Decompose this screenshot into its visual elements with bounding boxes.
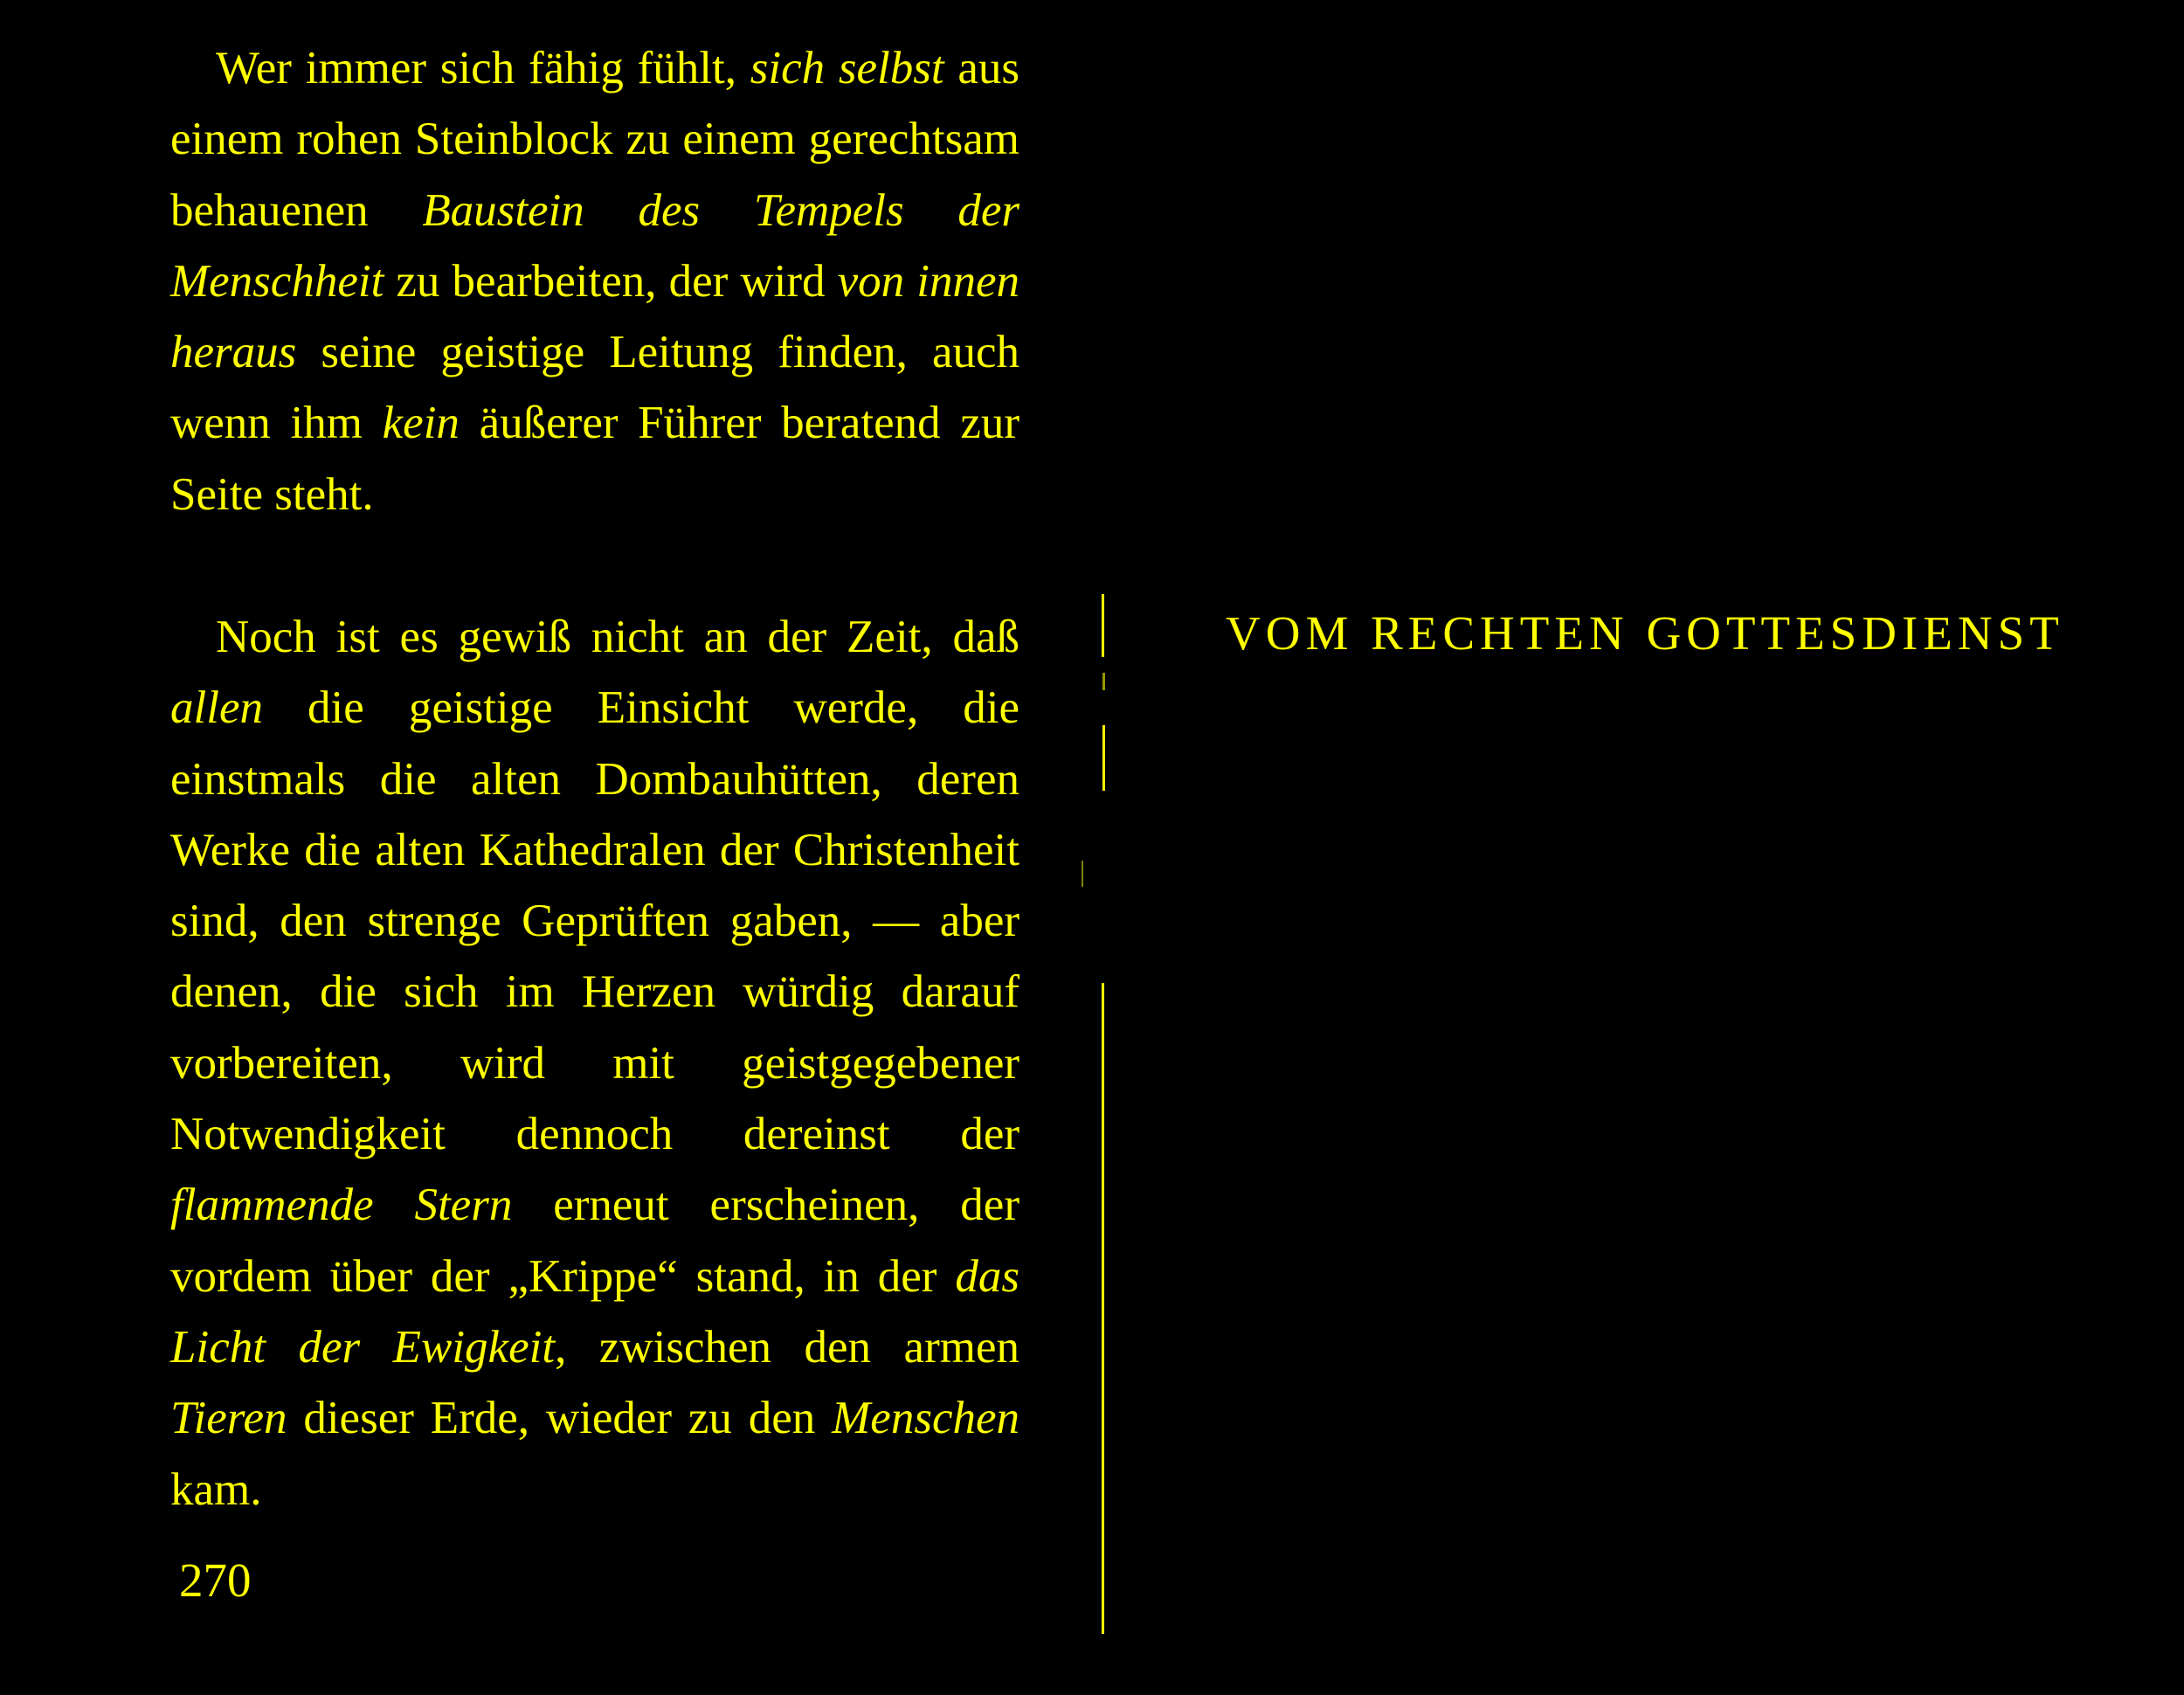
page-number: 270 [179,1553,252,1607]
paragraph-2-italic-2: flammende Stern [170,1180,513,1231]
paragraph-2-text-6: kam. [170,1463,262,1515]
paragraph-2 [170,602,1019,1526]
paragraph-1 [170,33,1019,530]
paragraph-2-italic-4: Tieren [170,1393,287,1444]
paragraph-1-italic-1: sich selbst [750,43,944,93]
gutter-line-segment [1082,861,1083,887]
paragraph-1-italic-4: kein [382,398,460,449]
gutter-line-segment [1102,725,1105,791]
paragraph-1-text-3: zu bearbeiten, der wird [384,255,838,307]
paragraph-2-block [170,602,1019,1526]
paragraph-2-text-2: die geistige Einsicht werde, die einstmals die alten Dombauhütten, deren Werke die alten Kathedralen der Christenheit sind, den strenge Geprüften gaben, — aber denen, die sich im Herzen würdig darauf vorbereiten, wird mit geistgegebener Notwendigkeit dennoch dereinst der [170,682,1019,1160]
gutter-line-segment [1102,594,1104,657]
paragraph-2-text-5: dieser Erde, wieder zu den [287,1393,833,1444]
paragraph-1-block [170,33,1019,530]
paragraph-2-text-3: erneut erscheinen, der vordem über der „Krippe“ stand, in der [170,1180,1019,1302]
paragraph-2-text-1: Noch ist es gewiß nicht an der Zeit, daß [216,612,1019,662]
paragraph-2-italic-5: Menschen [832,1393,1019,1444]
paragraph-2-italic-3: das Licht der Ewigkeit [170,1250,1019,1373]
right-page [1108,0,2184,1695]
paragraph-1-italic-2: Baustein des Tempels der Menschheit [170,184,1019,307]
paragraph-2-italic-1: allen [170,682,263,734]
paragraph-2-text-4: , zwischen den armen [555,1321,1019,1373]
paragraph-1-text-1: Wer immer sich fähig fühlt, [216,43,750,93]
paragraph-1-text-2: aus einem rohen Steinblock zu einem gerechtsam behauenen [170,43,1019,236]
paragraph-1-text-5: äußerer Führer beratend zur Seite steht. [170,398,1019,520]
gutter-line-segment [1102,983,1104,1634]
gutter-line-segment [1102,673,1105,690]
chapter-title: VOM RECHTEN GOTTESDIENST [1226,606,2064,660]
paragraph-1-text-4: seine geistige Leitung finden, auch wenn ihm [170,327,1019,449]
paragraph-1-italic-3: von innen heraus [170,255,1020,378]
